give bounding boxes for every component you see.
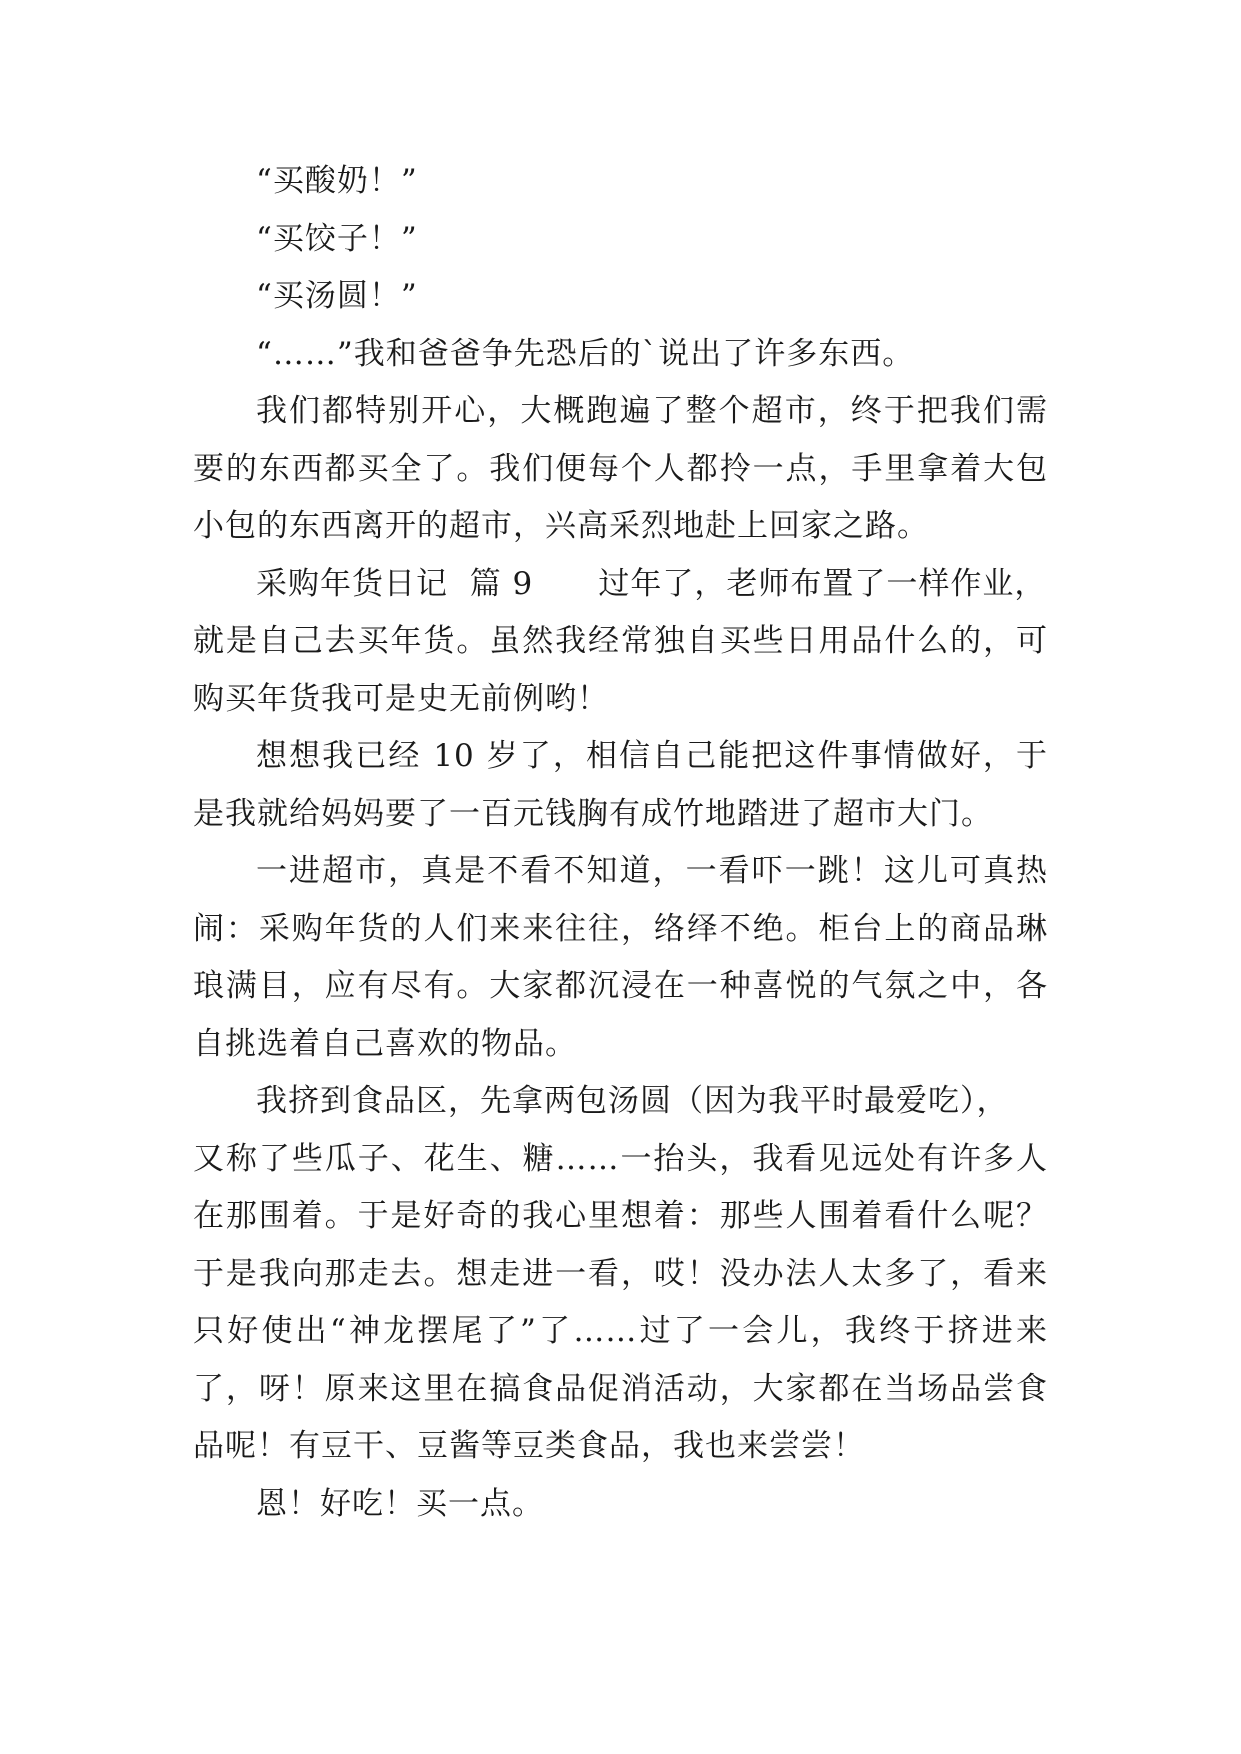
text-line: 闹：采购年货的人们来来往往，络绎不绝。柜台上的商品琳	[193, 910, 1048, 947]
text-line: 要的东西都买全了。我们便每个人都拎一点，手里拿着大包	[193, 450, 1048, 487]
text-line: 恩！好吃！买一点。	[256, 1485, 544, 1522]
text-line: 自挑选着自己喜欢的物品。	[193, 1025, 577, 1062]
text-line: 采购年货日记 篇 9 过年了，老师布置了一样作业，	[256, 565, 1047, 602]
text-line: 一进超市，真是不看不知道，一看吓一跳！这儿可真热	[256, 853, 1048, 889]
text-line: 又称了些瓜子、花生、糖……一抬头，我看见远处有许多人	[193, 1140, 1048, 1177]
text-line: 我挤到食品区，先拿两包汤圆（因为我平时最爱吃），	[256, 1083, 1009, 1119]
text-line: “买汤圆！”	[256, 278, 418, 314]
text-line: 小包的东西离开的超市，兴高采烈地赴上回家之路。	[193, 508, 929, 544]
text-line: “……”我和爸爸争先恐后的`说出了许多东西。	[256, 335, 915, 372]
text-line: 购买年货我可是史无前例哟！	[193, 680, 609, 717]
text-line: 我们都特别开心，大概跑遍了整个超市，终于把我们需	[256, 393, 1048, 429]
text-line: 是我就给妈妈要了一百元钱胸有成竹地踏进了超市大门。	[193, 795, 993, 832]
text-line: “买酸奶！”	[256, 163, 418, 199]
text-line: 想想我已经 10 岁了，相信自己能把这件事情做好，于	[256, 738, 1048, 774]
text-line: 品呢！有豆干、豆酱等豆类食品，我也来尝尝！	[193, 1428, 865, 1464]
document-body	[193, 153, 1048, 1533]
text-line: 只好使出“神龙摆尾了”了……过了一会儿，我终于挤进来	[193, 1313, 1048, 1349]
text-line: 于是我向那走去。想走进一看，哎！没办法人太多了，看来	[193, 1255, 1048, 1292]
text-line: 了，呀！原来这里在搞食品促消活动，大家都在当场品尝食	[193, 1370, 1048, 1407]
text-line: “买饺子！”	[256, 220, 418, 257]
text-line: 就是自己去买年货。虽然我经常独自买些日用品什么的，可	[193, 623, 1048, 659]
text-line: 琅满目，应有尽有。大家都沉浸在一种喜悦的气氛之中，各	[193, 968, 1048, 1004]
text-line: 在那围着。于是好奇的我心里想着：那些人围着看什么呢？	[193, 1198, 1048, 1234]
